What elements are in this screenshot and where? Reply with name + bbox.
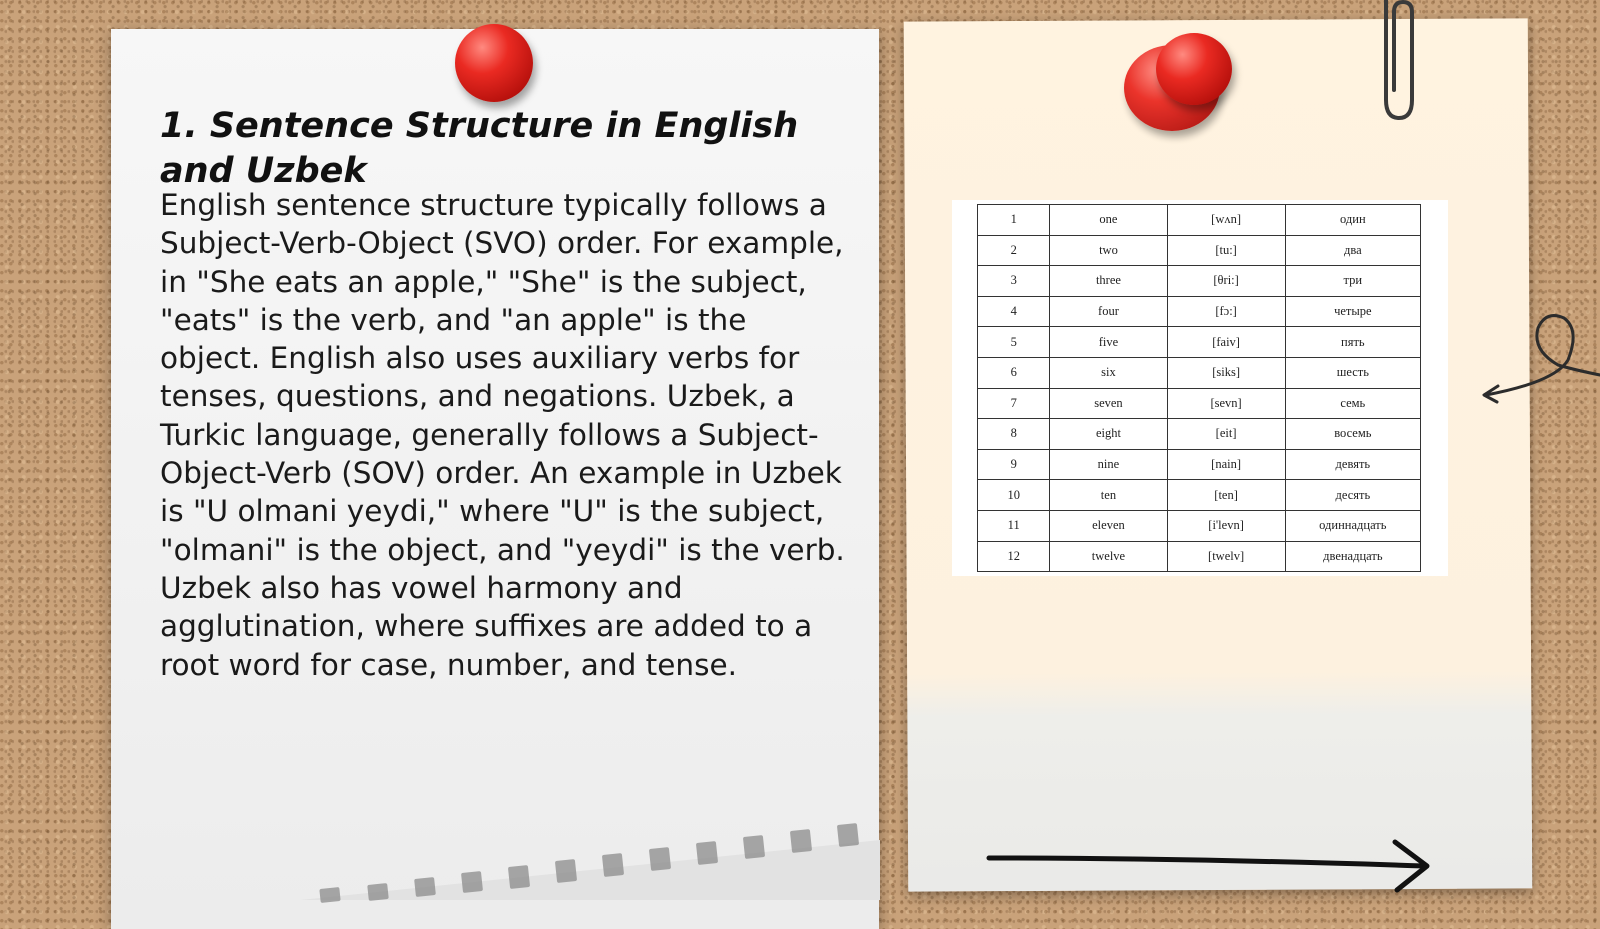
table-row	[978, 449, 1421, 480]
russian-word-cell: двенадцать	[1285, 541, 1420, 572]
number-cell: 2	[978, 235, 1050, 266]
number-table-card	[952, 200, 1448, 576]
english-word-cell: five	[1050, 327, 1167, 358]
note-body: English sentence structure typically follows a Subject-Verb-Object (SVO) order. For example, in "She eats an apple," "She" is the subject, "eats" is the verb, and "an apple" is the object. English also uses auxiliary verbs for tenses, questions, and negations. Uzbek, a Turkic language, generally follows a Subject-Object-Verb (SOV) order. An example in Uzbek is "U olmani yeydi," where "U" is the subject, "olmani" is the object, and "yeydi" is the verb. Uzbek also has vowel harmony and agglutination, where suffixes are added to a root word for case, number, and tense.	[160, 188, 845, 682]
transcription-cell: [sevn]	[1167, 388, 1285, 419]
number-cell: 1	[978, 205, 1050, 236]
table-row	[978, 419, 1421, 450]
number-cell: 10	[978, 480, 1050, 511]
transcription-cell: [i'levn]	[1167, 510, 1285, 541]
transcription-cell: [θri:]	[1167, 266, 1285, 297]
russian-word-cell: два	[1285, 235, 1420, 266]
english-word-cell: nine	[1050, 449, 1167, 480]
russian-word-cell: одиннадцать	[1285, 510, 1420, 541]
transcription-cell: [fɔ:]	[1167, 296, 1285, 327]
russian-word-cell: три	[1285, 266, 1420, 297]
russian-word-cell: восемь	[1285, 419, 1420, 450]
numbers-table	[977, 204, 1421, 572]
note-title: 1. Sentence Structure in English and Uzbek	[160, 106, 799, 191]
right-arrow-icon	[985, 838, 1445, 898]
transcription-cell: [wʌn]	[1167, 205, 1285, 236]
number-cell: 7	[978, 388, 1050, 419]
transcription-cell: [eit]	[1167, 419, 1285, 450]
english-word-cell: three	[1050, 266, 1167, 297]
transcription-cell: [twelv]	[1167, 541, 1285, 572]
transcription-cell: [nain]	[1167, 449, 1285, 480]
table-row	[978, 510, 1421, 541]
number-cell: 12	[978, 541, 1050, 572]
table-row	[978, 296, 1421, 327]
russian-word-cell: пять	[1285, 327, 1420, 358]
paperclip-icon	[1372, 0, 1422, 125]
number-cell: 6	[978, 357, 1050, 388]
table-row	[978, 235, 1421, 266]
english-word-cell: six	[1050, 357, 1167, 388]
russian-word-cell: десять	[1285, 480, 1420, 511]
number-cell: 5	[978, 327, 1050, 358]
english-word-cell: two	[1050, 235, 1167, 266]
russian-word-cell: один	[1285, 205, 1420, 236]
english-word-cell: ten	[1050, 480, 1167, 511]
table-row	[978, 480, 1421, 511]
english-word-cell: eight	[1050, 419, 1167, 450]
table-row	[978, 205, 1421, 236]
pushpin-icon	[455, 24, 533, 102]
transcription-cell: [siks]	[1167, 357, 1285, 388]
number-cell: 11	[978, 510, 1050, 541]
table-row	[978, 266, 1421, 297]
english-word-cell: one	[1050, 205, 1167, 236]
pushpin-icon	[1156, 33, 1232, 105]
torn-edge	[300, 800, 880, 900]
english-word-cell: four	[1050, 296, 1167, 327]
number-cell: 3	[978, 266, 1050, 297]
transcription-cell: [tu:]	[1167, 235, 1285, 266]
number-cell: 9	[978, 449, 1050, 480]
english-word-cell: eleven	[1050, 510, 1167, 541]
russian-word-cell: четыре	[1285, 296, 1420, 327]
transcription-cell: [ten]	[1167, 480, 1285, 511]
russian-word-cell: шесть	[1285, 357, 1420, 388]
number-cell: 4	[978, 296, 1050, 327]
english-word-cell: seven	[1050, 388, 1167, 419]
russian-word-cell: девять	[1285, 449, 1420, 480]
transcription-cell: [faiv]	[1167, 327, 1285, 358]
curly-arrow-icon	[1480, 310, 1600, 410]
table-row	[978, 541, 1421, 572]
russian-word-cell: семь	[1285, 388, 1420, 419]
table-row	[978, 388, 1421, 419]
number-cell: 8	[978, 419, 1050, 450]
table-row	[978, 357, 1421, 388]
english-word-cell: twelve	[1050, 541, 1167, 572]
table-row	[978, 327, 1421, 358]
